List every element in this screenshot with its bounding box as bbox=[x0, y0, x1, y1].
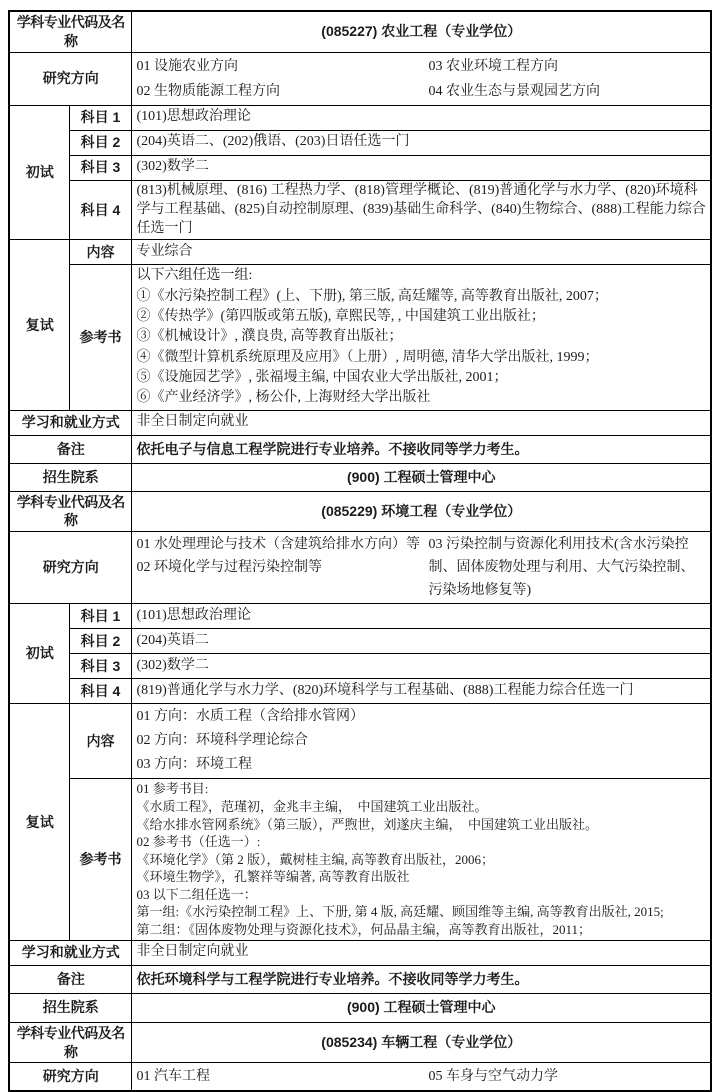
research-directions-label: 研究方向 bbox=[9, 1063, 131, 1092]
retest-content-value bbox=[131, 704, 711, 779]
research-directions-cell bbox=[131, 52, 711, 105]
table-row bbox=[9, 532, 711, 604]
direction-item: 04 农业生态与景观园艺方向 bbox=[428, 83, 600, 99]
subject4-label: 科目 4 bbox=[69, 679, 131, 704]
direction-item: 01 设施农业方向 bbox=[136, 58, 238, 74]
book-item: 03 以下二组任选一： bbox=[136, 886, 257, 902]
remark-value: 依托电子与信息工程学院进行专业培养。不接收同等学力考生。 bbox=[131, 435, 711, 463]
subject4-label: 科目 4 bbox=[69, 180, 131, 240]
ref-books-value bbox=[131, 779, 711, 940]
ref-books-label: 参考书 bbox=[69, 779, 131, 940]
retest-content-value: 专业综合 bbox=[131, 240, 711, 265]
code-name-label: 学科专业代码及名称 bbox=[9, 491, 131, 532]
department-value: (900) 工程硕士管理中心 bbox=[131, 463, 711, 491]
book-item: ③《机械设计》, 濮良贵, 高等教育出版社； bbox=[136, 329, 403, 345]
research-directions-cell bbox=[131, 532, 711, 604]
book-item: 以下六组任选一组: bbox=[136, 268, 253, 284]
table-row bbox=[9, 463, 711, 491]
remark-label: 备注 bbox=[9, 965, 131, 993]
department-label: 招生院系 bbox=[9, 993, 131, 1022]
book-item: 第一组:《水污染控制工程》上、下册, 第 4 版, 高廷耀、顾国维等主编, 高等教育出版社, 2015; bbox=[136, 904, 664, 920]
remark-value: 依托环境科学与工程学院进行专业培养。不接收同等学力考生。 bbox=[131, 965, 711, 993]
ref-books-value bbox=[131, 265, 711, 410]
direction-item: 05 车身与空气动力学 bbox=[428, 1069, 558, 1085]
research-directions-label: 研究方向 bbox=[9, 52, 131, 105]
subject3-label: 科目 3 bbox=[69, 155, 131, 180]
code-name-label: 学科专业代码及名称 bbox=[9, 11, 131, 52]
table-row bbox=[9, 654, 711, 679]
table-row bbox=[9, 604, 711, 629]
table-row bbox=[9, 180, 711, 240]
book-item: ①《水污染控制工程》(上、下册), 第三版, 高廷耀等, 高等教育出版社, 2007； bbox=[136, 288, 608, 304]
subject4-value: (813)机械原理、(816) 工程热力学、(818)管理学概论、(819)普通化学与水力学、(820)环境科学与工程基础、(825)自动控制原理、(839)基础生命科学、(840)生物综合、(888)工程能力综合任选一门 bbox=[131, 180, 711, 240]
direction-item: 01 水处理理论与技术（含建筑给排水方向）等 bbox=[136, 537, 420, 553]
book-item: 《环境生物学》，孔繁祥等编著, 高等教育出版社 bbox=[136, 869, 410, 885]
subject3-value: (302)数学二 bbox=[131, 155, 711, 180]
book-item: ②《传热学》(第四版或第五版), 章熙民等, , 中国建筑工业出版社； bbox=[136, 309, 545, 325]
initial-exam-label: 初试 bbox=[9, 604, 69, 704]
table-row bbox=[9, 779, 711, 940]
ref-books-label: 参考书 bbox=[69, 265, 131, 410]
book-item: ⑥《产业经济学》, 杨公仆, 上海财经大学出版社 bbox=[136, 390, 431, 406]
code-name-label: 学科专业代码及名称 bbox=[9, 1022, 131, 1063]
code-name-value: (085234) 车辆工程（专业学位） bbox=[131, 1022, 711, 1063]
table-row bbox=[9, 940, 711, 965]
research-directions-cell bbox=[131, 1063, 711, 1092]
subject1-label: 科目 1 bbox=[69, 105, 131, 130]
retest-content-item: 03 方向：环境工程 bbox=[136, 757, 252, 773]
retest-label: 复试 bbox=[9, 704, 69, 940]
table-row bbox=[9, 11, 711, 52]
book-item: ④《微型计算机系统原理及应用》（上册）, 周明德, 清华大学出版社, 1999； bbox=[136, 349, 599, 365]
retest-label: 复试 bbox=[9, 240, 69, 410]
table-row bbox=[9, 130, 711, 155]
subject2-value: (204)英语二、(202)俄语、(203)日语任选一门 bbox=[131, 130, 711, 155]
subject4-value: (819)普通化学与水力学、(820)环境科学与工程基础、(888)工程能力综合任选一门 bbox=[131, 679, 711, 704]
study-mode-label: 学习和就业方式 bbox=[9, 940, 131, 965]
department-value: (900) 工程硕士管理中心 bbox=[131, 993, 711, 1022]
remark-label: 备注 bbox=[9, 435, 131, 463]
table-row bbox=[9, 965, 711, 993]
book-item: 01 参考书目: bbox=[136, 781, 209, 797]
table-row bbox=[9, 435, 711, 463]
table-row bbox=[9, 704, 711, 779]
retest-content-item: 01 方向：水质工程（含给排水管网） bbox=[136, 709, 364, 725]
subject1-label: 科目 1 bbox=[69, 604, 131, 629]
study-mode-value: 非全日制定向就业 bbox=[131, 940, 711, 965]
initial-exam-label: 初试 bbox=[9, 105, 69, 240]
research-directions-label: 研究方向 bbox=[9, 532, 131, 604]
table-row bbox=[9, 993, 711, 1022]
book-item: ⑤《设施园艺学》, 张福墁主编, 中国农业大学出版社, 2001； bbox=[136, 369, 508, 385]
book-item: 第二组：《固体废物处理与资源化技术》，何品晶主编，高等教育出版社，2011； bbox=[136, 922, 592, 938]
book-item: 《水质工程》，范瑾初，金兆丰主编， 中国建筑工业出版社。 bbox=[136, 798, 488, 814]
subject2-label: 科目 2 bbox=[69, 629, 131, 654]
subject2-value: (204)英语二 bbox=[131, 629, 711, 654]
retest-content-label: 内容 bbox=[69, 240, 131, 265]
retest-content-label: 内容 bbox=[69, 704, 131, 779]
department-label: 招生院系 bbox=[9, 463, 131, 491]
table-row bbox=[9, 410, 711, 435]
retest-content-item: 02 方向：环境科学理论综合 bbox=[136, 733, 308, 749]
subject2-label: 科目 2 bbox=[69, 130, 131, 155]
subject1-value: (101)思想政治理论 bbox=[131, 604, 711, 629]
book-item: 《给水排水管网系统》（第三版），严煦世，刘遂庆主编， 中国建筑工业出版社。 bbox=[136, 816, 599, 832]
study-mode-value: 非全日制定向就业 bbox=[131, 410, 711, 435]
subject1-value: (101)思想政治理论 bbox=[131, 105, 711, 130]
table-row bbox=[9, 105, 711, 130]
table-row bbox=[9, 265, 711, 410]
table-row bbox=[9, 52, 711, 105]
subject3-value: (302)数学二 bbox=[131, 654, 711, 679]
table-row bbox=[9, 1022, 711, 1063]
book-item: 《环境化学》（第 2 版），戴树桂主编, 高等教育出版社，2006； bbox=[136, 851, 495, 867]
table-row bbox=[9, 629, 711, 654]
direction-item: 02 生物质能源工程方向 bbox=[136, 83, 280, 99]
code-name-value: (085229) 环境工程（专业学位） bbox=[131, 491, 711, 532]
code-name-value: (085227) 农业工程（专业学位） bbox=[131, 11, 711, 52]
table-row bbox=[9, 1063, 711, 1092]
study-mode-label: 学习和就业方式 bbox=[9, 410, 131, 435]
page bbox=[0, 10, 721, 1085]
admissions-table bbox=[8, 10, 712, 1092]
book-item: 02 参考书（任选一）: bbox=[136, 834, 261, 850]
direction-item: 02 环境化学与过程污染控制等 bbox=[136, 560, 322, 576]
table-row bbox=[9, 240, 711, 265]
direction-item: 01 汽车工程 bbox=[136, 1069, 210, 1085]
table-row bbox=[9, 155, 711, 180]
direction-item: 03 农业环境工程方向 bbox=[428, 58, 558, 74]
table-row bbox=[9, 491, 711, 532]
table-row bbox=[9, 679, 711, 704]
direction-item: 03 污染控制与资源化利用技术(含水污染控制、固体废物处理与利用、大气污染控制、污染场地修复等) bbox=[428, 537, 695, 599]
subject3-label: 科目 3 bbox=[69, 654, 131, 679]
